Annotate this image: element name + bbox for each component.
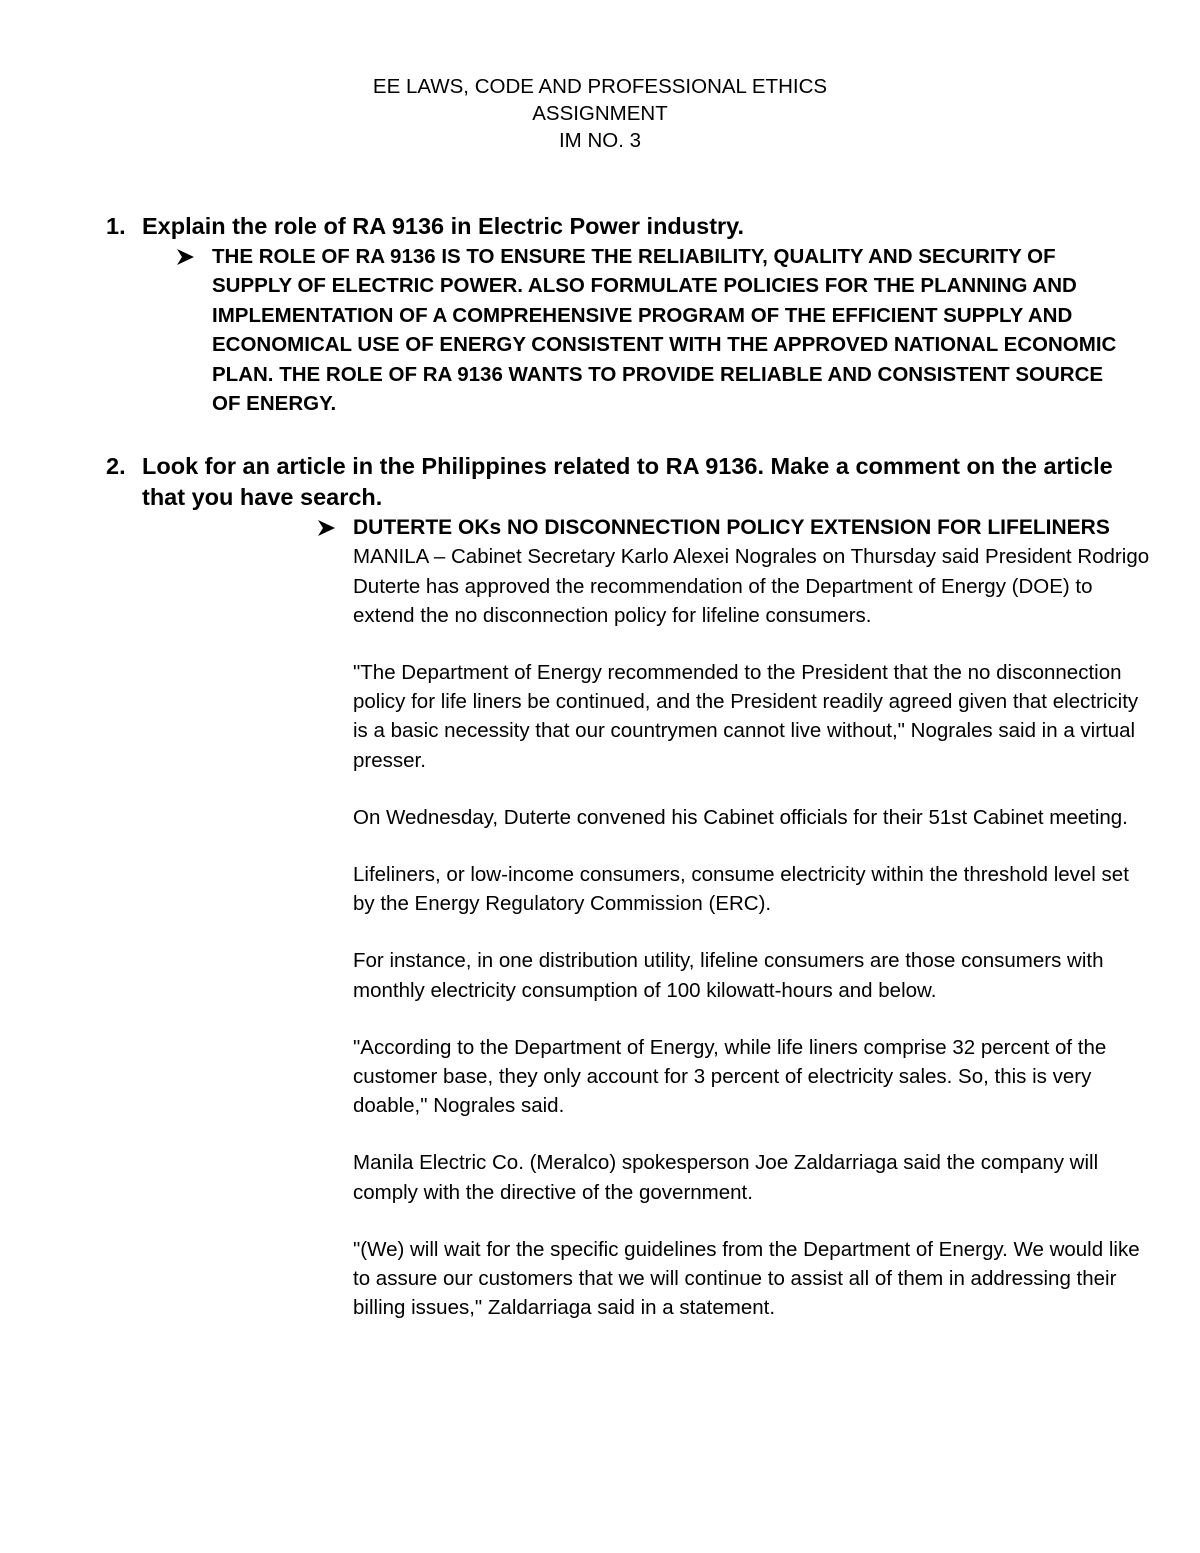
article (353, 513, 1153, 1350)
assignment-label: ASSIGNMENT (532, 102, 668, 125)
question-text: Explain the role of RA 9136 in Electric Power industry. (142, 213, 745, 239)
answer-1: THE ROLE OF RA 9136 IS TO ENSURE THE RELIABILITY, QUALITY AND SECURITY OF SUPPLY OF ELECTRIC POWER. ALSO FORMULATE POLICIES FOR THE PLANNING AND IMPLEMENTATION OF A COMPREHENSIVE PROGRAM OF THE EFFICIENT SUPPLY AND ECONOMICAL USE OF ENERGY CONSISTENT WITH THE APPROVED NATIONAL ECONOMIC PLAN. THE ROLE OF RA 9136 WANTS TO PROVIDE RELIABLE AND CONSISTENT SOURCE OF ENERGY. (212, 245, 1117, 416)
im-number: IM NO. 3 (558, 129, 641, 152)
article-paragraph: MANILA – Cabinet Secretary Karlo Alexei Nograles on Thursday said President Rodrigo Duterte has approved the recommendation of the Department of Energy (DOE) to extend the no disconnection policy for lifeline consumers. (353, 545, 1150, 627)
course-title: EE LAWS, CODE AND PROFESSIONAL ETHICS (372, 75, 828, 98)
arrow-bullet-icon (176, 242, 196, 274)
document-header (0, 73, 1200, 154)
question-number: 1. (106, 213, 126, 239)
question-2 (106, 451, 1136, 513)
article-paragraph: Manila Electric Co. (Meralco) spokesperson Joe Zaldarriaga said the company will comply with the directive of the government. (353, 1151, 1099, 1204)
article-paragraph: "(We) will wait for the specific guidelines from the Department of Energy. We would like to assure our customers that we will continue to assist all of them in addressing their billing issues," Zaldarriaga said in a statement. (353, 1237, 1140, 1320)
question-text: Look for an article in the Philippines related to RA 9136. Make a comment on the article that you have search. (142, 453, 1113, 510)
article-paragraph: Lifeliners, or low-income consumers, consume electricity within the threshold level set by the Energy Regulatory Commission (ERC). (353, 863, 1129, 916)
article-paragraph: For instance, in one distribution utility, lifeline consumers are those consumers with monthly electricity consumption of 100 kilowatt-hours and below. (353, 949, 1104, 1002)
question-number: 2. (106, 453, 126, 479)
arrow-bullet-icon (317, 513, 337, 545)
question-1 (106, 211, 1166, 242)
article-title: DUTERTE OKs NO DISCONNECTION POLICY EXTENSION FOR LIFELINERS (353, 516, 1110, 539)
article-paragraph: On Wednesday, Duterte convened his Cabinet officials for their 51st Cabinet meeting. (353, 805, 1128, 829)
article-paragraph: "According to the Department of Energy, while life liners comprise 32 percent of the customer base, they only account for 3 percent of electricity sales. So, this is very doable," Nograles said. (353, 1035, 1107, 1118)
article-paragraph: "The Department of Energy recommended to the President that the no disconnection policy for life liners be continued, and the President readily agreed given that electricity is a basic necessity that our countrymen cannot live without," Nograles said in a virtual presser. (353, 661, 1139, 772)
